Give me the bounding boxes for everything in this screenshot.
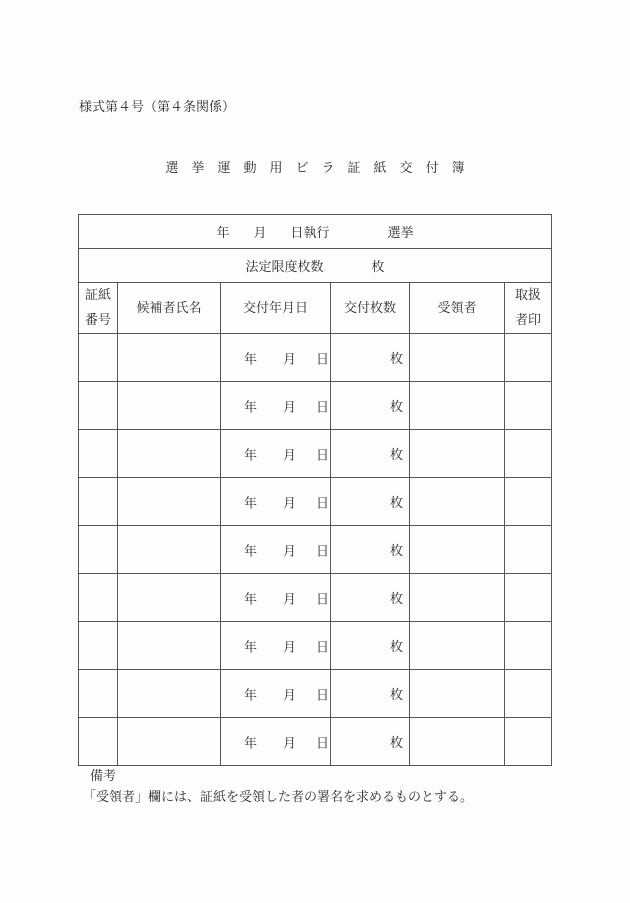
seal-cell[interactable] bbox=[505, 478, 552, 526]
year-label: 年 bbox=[244, 448, 258, 463]
stamp-number-cell[interactable] bbox=[79, 478, 118, 526]
count-unit: 枚 bbox=[389, 448, 403, 463]
title-char: ラ bbox=[321, 161, 335, 176]
month-label: 月 bbox=[283, 496, 297, 511]
header-row bbox=[79, 283, 552, 334]
month-label: 月 bbox=[283, 352, 297, 367]
day-label: 日 bbox=[316, 688, 330, 703]
count-unit: 枚 bbox=[389, 544, 403, 559]
issue-count-cell[interactable] bbox=[331, 382, 410, 430]
day-label: 日 bbox=[316, 400, 330, 415]
issue-count-cell[interactable] bbox=[331, 478, 410, 526]
issue-date-cell[interactable] bbox=[221, 334, 331, 382]
issue-date-cell[interactable] bbox=[221, 430, 331, 478]
year-label: 年 bbox=[244, 688, 258, 703]
title-char: 紙 bbox=[373, 161, 387, 176]
issue-count-cell[interactable] bbox=[331, 670, 410, 718]
issue-date-cell[interactable] bbox=[221, 478, 331, 526]
candidate-cell[interactable] bbox=[118, 526, 221, 574]
candidate-cell[interactable] bbox=[118, 382, 221, 430]
year-label: 年 bbox=[244, 736, 258, 751]
header-handler-seal bbox=[505, 283, 552, 334]
ledger-table bbox=[78, 214, 552, 766]
header-recipient: 受領者 bbox=[410, 283, 505, 334]
count-unit: 枚 bbox=[389, 496, 403, 511]
recipient-cell[interactable] bbox=[410, 718, 505, 766]
title-char: 用 bbox=[269, 161, 283, 176]
election-month-label: 月 bbox=[253, 226, 267, 241]
header-stamp-number bbox=[79, 283, 118, 334]
election-day-exec-label: 日執行 bbox=[290, 226, 330, 241]
candidate-cell[interactable] bbox=[118, 478, 221, 526]
candidate-cell[interactable] bbox=[118, 574, 221, 622]
table-row bbox=[79, 718, 552, 766]
year-label: 年 bbox=[244, 640, 258, 655]
title-char: 選 bbox=[165, 161, 179, 176]
election-row bbox=[79, 215, 552, 249]
title-char: 動 bbox=[243, 161, 257, 176]
header-candidate-name: 候補者氏名 bbox=[118, 283, 221, 334]
issue-date-cell[interactable] bbox=[221, 622, 331, 670]
count-unit: 枚 bbox=[389, 592, 403, 607]
title-char: 証 bbox=[347, 161, 361, 176]
table-row bbox=[79, 622, 552, 670]
issue-date-cell[interactable] bbox=[221, 526, 331, 574]
candidate-cell[interactable] bbox=[118, 622, 221, 670]
count-unit: 枚 bbox=[389, 736, 403, 751]
seal-cell[interactable] bbox=[505, 670, 552, 718]
election-year-label: 年 bbox=[216, 226, 230, 241]
issue-count-cell[interactable] bbox=[331, 718, 410, 766]
limit-label: 法定限度枚数 bbox=[245, 260, 324, 275]
recipient-cell[interactable] bbox=[410, 478, 505, 526]
header-text: 取扱 bbox=[515, 288, 542, 303]
title-char: 付 bbox=[425, 161, 439, 176]
recipient-cell[interactable] bbox=[410, 382, 505, 430]
month-label: 月 bbox=[283, 448, 297, 463]
stamp-number-cell[interactable] bbox=[79, 382, 118, 430]
year-label: 年 bbox=[244, 544, 258, 559]
year-label: 年 bbox=[244, 496, 258, 511]
stamp-number-cell[interactable] bbox=[79, 574, 118, 622]
issue-date-cell[interactable] bbox=[221, 718, 331, 766]
issue-count-cell[interactable] bbox=[331, 334, 410, 382]
stamp-number-cell[interactable] bbox=[79, 334, 118, 382]
count-unit: 枚 bbox=[389, 688, 403, 703]
header-issue-date: 交付年月日 bbox=[221, 283, 331, 334]
day-label: 日 bbox=[316, 544, 330, 559]
day-label: 日 bbox=[316, 736, 330, 751]
election-label: 選挙 bbox=[387, 226, 414, 241]
notes-body: 「受領者」欄には、証紙を受領した者の署名を求めるものとする。 bbox=[83, 790, 474, 805]
day-label: 日 bbox=[316, 592, 330, 607]
issue-count-cell[interactable] bbox=[331, 574, 410, 622]
seal-cell[interactable] bbox=[505, 334, 552, 382]
table-row bbox=[79, 478, 552, 526]
title-char: 簿 bbox=[451, 161, 465, 176]
recipient-cell[interactable] bbox=[410, 574, 505, 622]
stamp-number-cell[interactable] bbox=[79, 526, 118, 574]
issue-count-cell[interactable] bbox=[331, 622, 410, 670]
count-unit: 枚 bbox=[389, 352, 403, 367]
month-label: 月 bbox=[283, 736, 297, 751]
month-label: 月 bbox=[283, 592, 297, 607]
candidate-cell[interactable] bbox=[118, 718, 221, 766]
count-unit: 枚 bbox=[389, 400, 403, 415]
recipient-cell[interactable] bbox=[410, 670, 505, 718]
notes-title: 備考 bbox=[90, 769, 117, 784]
title-char: 運 bbox=[217, 161, 231, 176]
table-row bbox=[79, 430, 552, 478]
issue-count-cell[interactable] bbox=[331, 430, 410, 478]
header-issue-count: 交付枚数 bbox=[331, 283, 410, 334]
year-label: 年 bbox=[244, 400, 258, 415]
title-char: 挙 bbox=[191, 161, 205, 176]
table-row bbox=[79, 382, 552, 430]
count-unit: 枚 bbox=[389, 640, 403, 655]
title-char: ビ bbox=[295, 161, 309, 176]
stamp-number-cell[interactable] bbox=[79, 622, 118, 670]
header-text: 者印 bbox=[515, 313, 542, 328]
month-label: 月 bbox=[283, 544, 297, 559]
table-row bbox=[79, 670, 552, 718]
header-text: 番号 bbox=[84, 313, 111, 328]
recipient-cell[interactable] bbox=[410, 622, 505, 670]
recipient-cell[interactable] bbox=[410, 430, 505, 478]
day-label: 日 bbox=[316, 640, 330, 655]
issue-date-cell[interactable] bbox=[221, 382, 331, 430]
table-row bbox=[79, 526, 552, 574]
recipient-cell[interactable] bbox=[410, 334, 505, 382]
issue-count-cell[interactable] bbox=[331, 526, 410, 574]
form-number: 様式第４号（第４条関係） bbox=[79, 100, 236, 115]
recipient-cell[interactable] bbox=[410, 526, 505, 574]
seal-cell[interactable] bbox=[505, 526, 552, 574]
limit-unit: 枚 bbox=[371, 260, 385, 275]
seal-cell[interactable] bbox=[505, 430, 552, 478]
seal-cell[interactable] bbox=[505, 718, 552, 766]
month-label: 月 bbox=[283, 640, 297, 655]
stamp-number-cell[interactable] bbox=[79, 718, 118, 766]
stamp-number-cell[interactable] bbox=[79, 430, 118, 478]
issue-date-cell[interactable] bbox=[221, 670, 331, 718]
table-row bbox=[79, 334, 552, 382]
seal-cell[interactable] bbox=[505, 574, 552, 622]
seal-cell[interactable] bbox=[505, 382, 552, 430]
limit-cell[interactable] bbox=[79, 249, 552, 283]
issue-date-cell[interactable] bbox=[221, 574, 331, 622]
document-title bbox=[0, 157, 630, 176]
candidate-cell[interactable] bbox=[118, 334, 221, 382]
month-label: 月 bbox=[283, 688, 297, 703]
title-char: 交 bbox=[399, 161, 413, 176]
limit-row bbox=[79, 249, 552, 283]
year-label: 年 bbox=[244, 592, 258, 607]
election-cell[interactable] bbox=[79, 215, 552, 249]
month-label: 月 bbox=[283, 400, 297, 415]
year-label: 年 bbox=[244, 352, 258, 367]
day-label: 日 bbox=[316, 352, 330, 367]
day-label: 日 bbox=[316, 496, 330, 511]
table-row bbox=[79, 574, 552, 622]
candidate-cell[interactable] bbox=[118, 430, 221, 478]
stamp-number-cell[interactable] bbox=[79, 670, 118, 718]
day-label: 日 bbox=[316, 448, 330, 463]
header-text: 証紙 bbox=[84, 288, 111, 303]
seal-cell[interactable] bbox=[505, 622, 552, 670]
candidate-cell[interactable] bbox=[118, 670, 221, 718]
